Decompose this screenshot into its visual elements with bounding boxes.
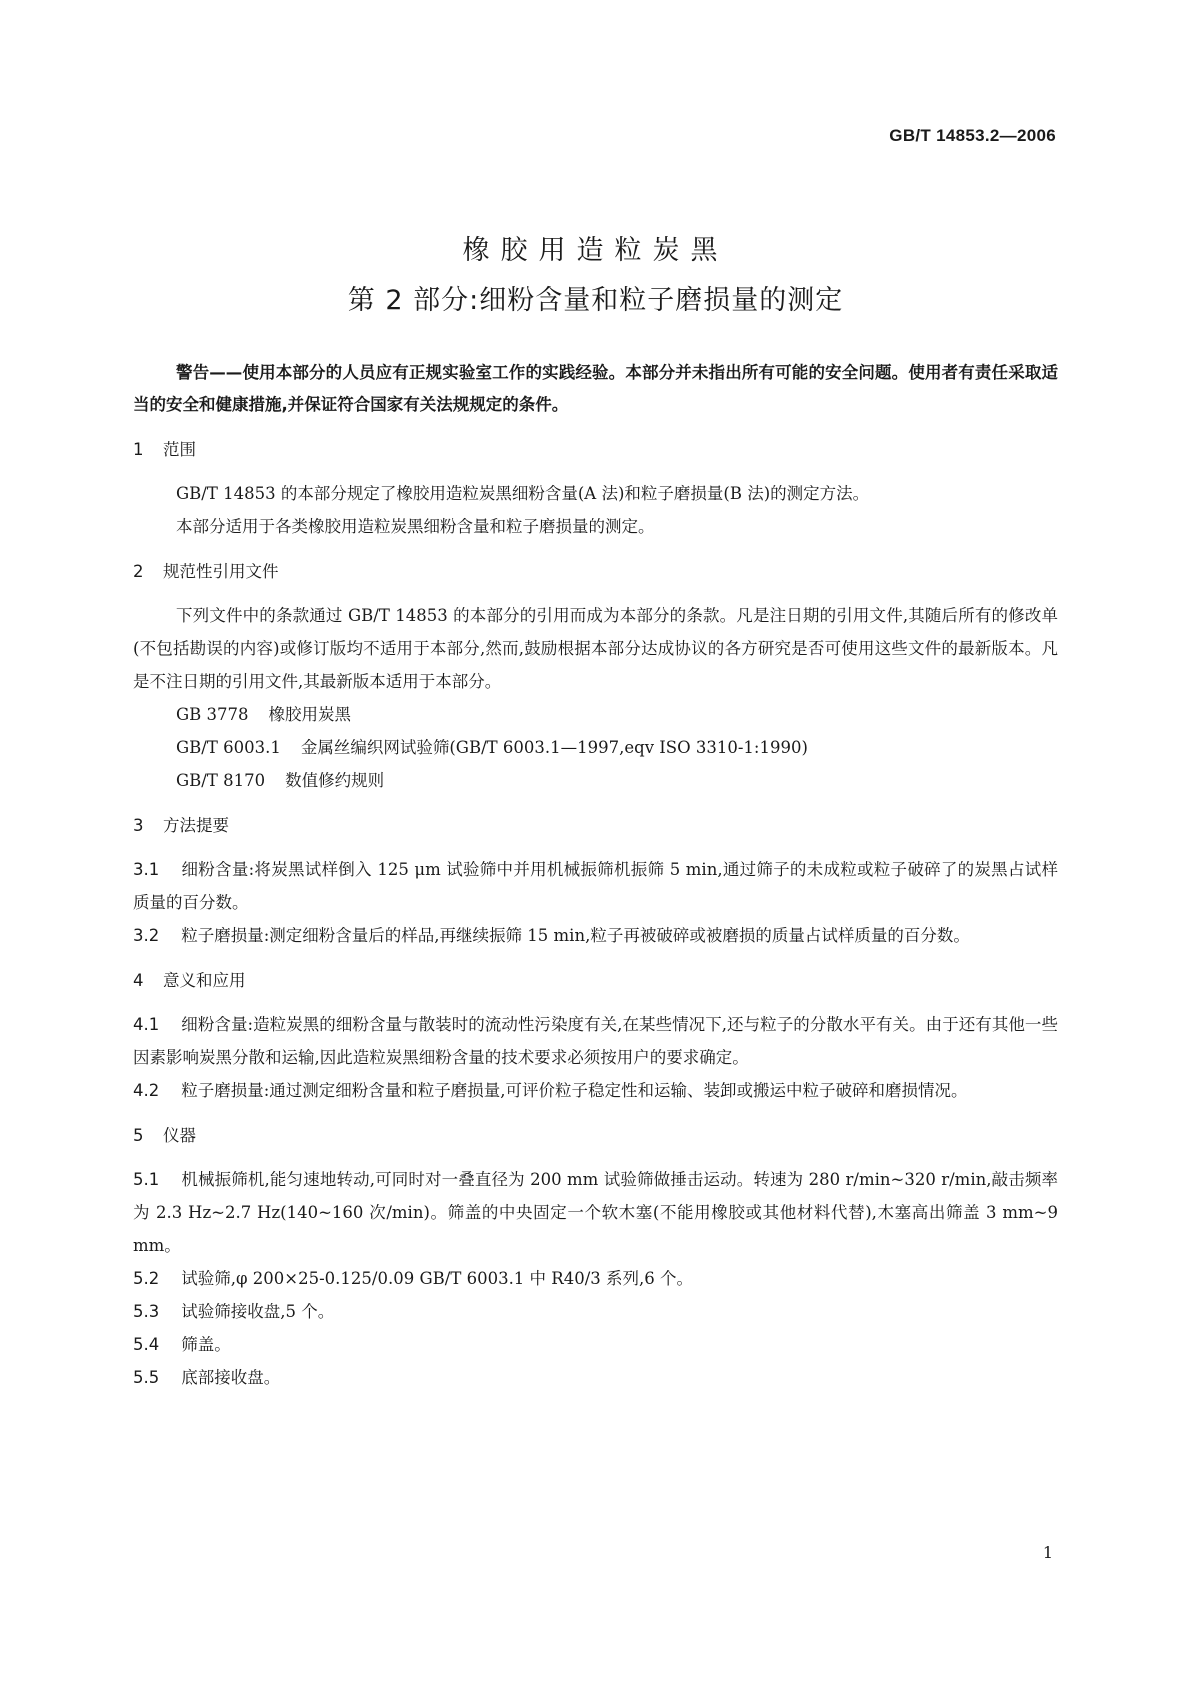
clause <box>133 1074 1058 1107</box>
section-heading-5 <box>133 1121 1058 1151</box>
section-title: 范围 <box>163 440 196 459</box>
document-body <box>133 357 1058 1394</box>
clause <box>133 853 1058 919</box>
reference-code: GB 3778 <box>176 705 249 724</box>
document-title: 橡胶用造粒炭黑 <box>462 235 729 266</box>
clause-text: 试验筛,φ 200×25-0.125/0.09 GB/T 6003.1 中 R40/3 系列,6 个。 <box>181 1269 694 1288</box>
clause-text: 细粉含量:造粒炭黑的细粉含量与散装时的流动性污染度有关,在某些情况下,还与粒子的分散水平有关。由于还有其他一些因素影响炭黑分散和运输,因此造粒炭黑细粉含量的技术要求必须按用户的要求确定。 <box>133 1015 1058 1067</box>
clause <box>133 919 1058 952</box>
section-heading-4 <box>133 966 1058 996</box>
section-number: 2 <box>133 562 144 581</box>
section-title: 规范性引用文件 <box>163 562 279 581</box>
page-number: 1 <box>1042 1543 1053 1562</box>
paragraph: GB/T 14853 的本部分规定了橡胶用造粒炭黑细粉含量(A 法)和粒子磨损量(B 法)的测定方法。 <box>176 484 870 503</box>
reference-code: GB/T 6003.1 <box>176 738 281 757</box>
section-number: 3 <box>133 816 144 835</box>
section-title: 方法提要 <box>163 816 229 835</box>
clause-number: 3.2 <box>133 926 160 945</box>
reference-item <box>133 698 1058 731</box>
section-number: 5 <box>133 1126 144 1145</box>
section-heading-2 <box>133 557 1058 587</box>
section-number: 4 <box>133 971 144 990</box>
reference-item <box>133 731 1058 764</box>
section-heading-3 <box>133 811 1058 841</box>
section-title: 意义和应用 <box>163 971 246 990</box>
clause <box>133 1295 1058 1328</box>
reference-title: 数值修约规则 <box>285 771 385 790</box>
clause-number: 5.1 <box>133 1170 160 1189</box>
document-subtitle: 第 2 部分:细粉含量和粒子磨损量的测定 <box>347 285 844 316</box>
section-number: 1 <box>133 440 144 459</box>
reference-item <box>133 764 1058 797</box>
warning-paragraph: 警告——使用本部分的人员应有正规实验室工作的实践经验。本部分并未指出所有可能的安全问题。使用者有责任采取适当的安全和健康措施,并保证符合国家有关法规规定的条件。 <box>133 363 1058 414</box>
clause-text: 试验筛接收盘,5 个。 <box>181 1302 335 1321</box>
clause-text: 粒子磨损量:通过测定细粉含量和粒子磨损量,可评价粒子稳定性和运输、装卸或搬运中粒子破碎和磨损情况。 <box>181 1081 968 1100</box>
clause <box>133 1262 1058 1295</box>
section-heading-1 <box>133 435 1058 465</box>
reference-code: GB/T 8170 <box>176 771 266 790</box>
clause-number: 4.2 <box>133 1081 160 1100</box>
clause-text: 粒子磨损量:测定细粉含量后的样品,再继续振筛 15 min,粒子再被破碎或被磨损的质量占试样质量的百分数。 <box>181 926 970 945</box>
clause <box>133 1163 1058 1262</box>
clause-number: 5.5 <box>133 1368 160 1387</box>
clause <box>133 1361 1058 1394</box>
paragraph: 下列文件中的条款通过 GB/T 14853 的本部分的引用而成为本部分的条款。凡是注日期的引用文件,其随后所有的修改单(不包括勘误的内容)或修订版均不适用于本部分,然而,鼓励根据本部分达成协议的各方研究是否可使用这些文件的最新版本。凡是不注日期的引用文件,其最新版本适用于本部分。 <box>133 606 1058 691</box>
clause-number: 4.1 <box>133 1015 160 1034</box>
title-block <box>0 230 1191 322</box>
clause-text: 细粉含量:将炭黑试样倒入 125 μm 试验筛中并用机械振筛机振筛 5 min,通过筛子的未成粒或粒子破碎了的炭黑占试样质量的百分数。 <box>133 860 1058 912</box>
clause-number: 3.1 <box>133 860 160 879</box>
reference-title: 金属丝编织网试验筛(GB/T 6003.1—1997,eqv ISO 3310-1:1990) <box>300 738 808 757</box>
clause <box>133 1328 1058 1361</box>
clause <box>133 1008 1058 1074</box>
clause-number: 5.3 <box>133 1302 160 1321</box>
section-title: 仪器 <box>163 1126 196 1145</box>
clause-number: 5.4 <box>133 1335 160 1354</box>
standard-code: GB/T 14853.2—2006 <box>889 126 1056 145</box>
reference-title: 橡胶用炭黑 <box>268 705 352 724</box>
clause-text: 底部接收盘。 <box>181 1368 281 1387</box>
clause-number: 5.2 <box>133 1269 160 1288</box>
clause-text: 筛盖。 <box>181 1335 231 1354</box>
paragraph: 本部分适用于各类橡胶用造粒炭黑细粉含量和粒子磨损量的测定。 <box>176 517 655 536</box>
clause-text: 机械振筛机,能匀速地转动,可同时对一叠直径为 200 mm 试验筛做捶击运动。转速为 280 r/min~320 r/min,敲击频率为 2.3 Hz~2.7 Hz(140~160 次/min)。筛盖的中央固定一个软木塞(不能用橡胶或其他材料代替),木塞高出筛盖 3 mm~9 mm。 <box>133 1170 1058 1255</box>
